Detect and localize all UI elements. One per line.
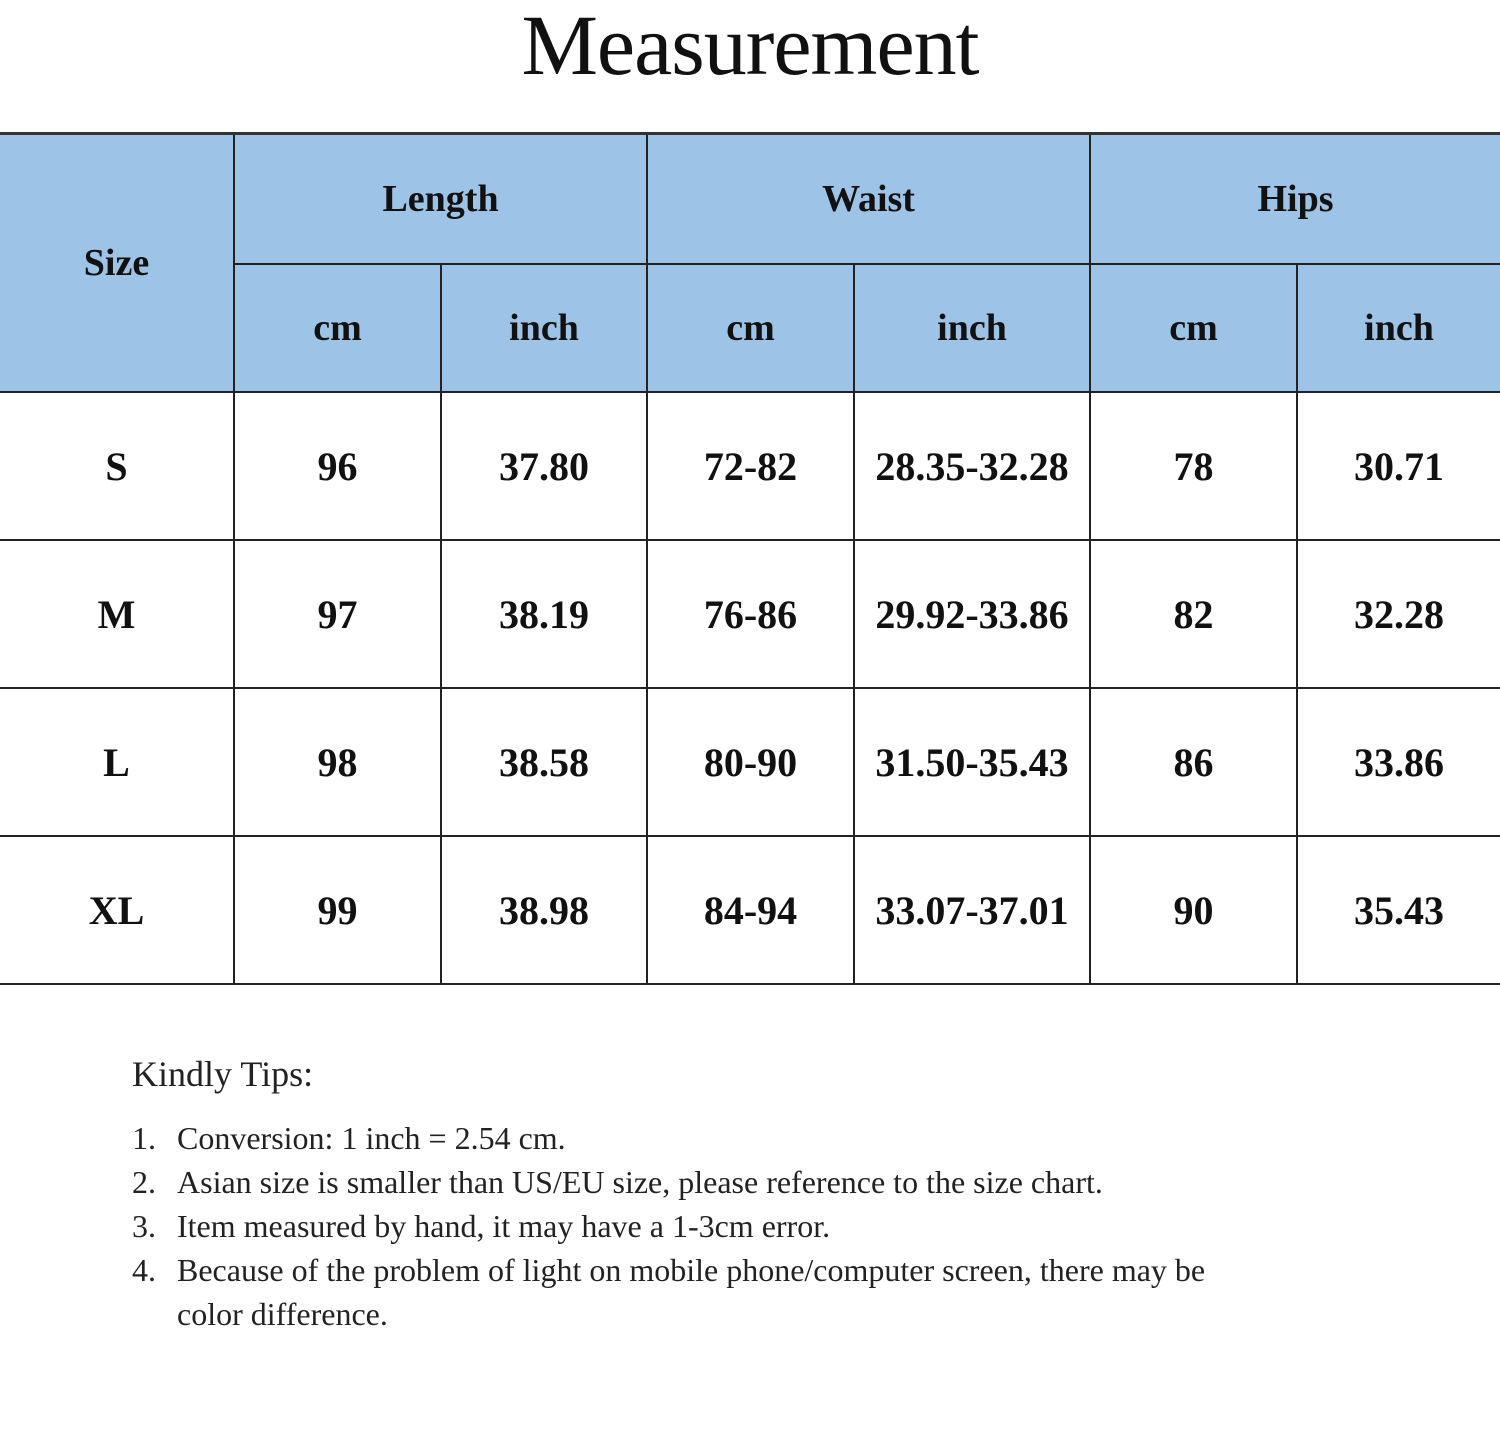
size-cell: S bbox=[0, 392, 234, 540]
waist-cm-header: cm bbox=[647, 264, 854, 392]
hips-group-header: Hips bbox=[1090, 134, 1500, 265]
tip-text: Conversion: 1 inch = 2.54 cm. bbox=[177, 1120, 566, 1156]
size-cell: XL bbox=[0, 836, 234, 984]
waist-cm-cell: 80-90 bbox=[647, 688, 854, 836]
waist-cm-cell: 76-86 bbox=[647, 540, 854, 688]
length-cm-cell: 96 bbox=[234, 392, 441, 540]
length-cm-cell: 99 bbox=[234, 836, 441, 984]
page-title: Measurement bbox=[521, 0, 979, 93]
length-cm-cell: 98 bbox=[234, 688, 441, 836]
hips-cm-header: cm bbox=[1090, 264, 1297, 392]
tips-heading: Kindly Tips: bbox=[132, 1054, 314, 1094]
size-cell: L bbox=[0, 688, 234, 836]
table-row bbox=[0, 688, 1500, 836]
list-item bbox=[132, 1116, 1232, 1160]
hips-cm-cell: 90 bbox=[1090, 836, 1297, 984]
tip-number: 2. bbox=[132, 1164, 156, 1200]
tip-text: Because of the problem of light on mobile phone/computer screen, there may be color difference. bbox=[177, 1252, 1206, 1332]
length-cm-cell: 97 bbox=[234, 540, 441, 688]
length-inch-cell: 37.80 bbox=[441, 392, 647, 540]
length-inch-header: inch bbox=[441, 264, 647, 392]
waist-group-header: Waist bbox=[647, 134, 1090, 265]
tips-list bbox=[132, 1116, 1232, 1336]
length-cm-header: cm bbox=[234, 264, 441, 392]
tip-text: Item measured by hand, it may have a 1-3cm error. bbox=[177, 1208, 831, 1244]
waist-inch-cell: 29.92-33.86 bbox=[854, 540, 1090, 688]
hips-inch-cell: 35.43 bbox=[1297, 836, 1500, 984]
waist-inch-cell: 28.35-32.28 bbox=[854, 392, 1090, 540]
hips-inch-cell: 32.28 bbox=[1297, 540, 1500, 688]
hips-cm-cell: 86 bbox=[1090, 688, 1297, 836]
length-inch-cell: 38.58 bbox=[441, 688, 647, 836]
table-row bbox=[0, 392, 1500, 540]
table-row bbox=[0, 836, 1500, 984]
hips-cm-cell: 82 bbox=[1090, 540, 1297, 688]
waist-inch-cell: 33.07-37.01 bbox=[854, 836, 1090, 984]
waist-inch-cell: 31.50-35.43 bbox=[854, 688, 1090, 836]
kindly-tips bbox=[132, 1052, 1232, 1336]
list-item bbox=[132, 1160, 1232, 1204]
hips-inch-cell: 30.71 bbox=[1297, 392, 1500, 540]
waist-cm-cell: 72-82 bbox=[647, 392, 854, 540]
tip-number: 3. bbox=[132, 1208, 156, 1244]
tip-number: 1. bbox=[132, 1120, 156, 1156]
size-chart-table bbox=[0, 132, 1500, 985]
list-item bbox=[132, 1248, 1232, 1336]
tip-text: Asian size is smaller than US/EU size, please reference to the size chart. bbox=[177, 1164, 1103, 1200]
waist-inch-header: inch bbox=[854, 264, 1090, 392]
size-cell: M bbox=[0, 540, 234, 688]
length-group-header: Length bbox=[234, 134, 647, 265]
length-inch-cell: 38.19 bbox=[441, 540, 647, 688]
table-row bbox=[0, 540, 1500, 688]
size-column-header: Size bbox=[0, 134, 234, 393]
tip-number: 4. bbox=[132, 1252, 156, 1288]
hips-inch-cell: 33.86 bbox=[1297, 688, 1500, 836]
hips-cm-cell: 78 bbox=[1090, 392, 1297, 540]
length-inch-cell: 38.98 bbox=[441, 836, 647, 984]
waist-cm-cell: 84-94 bbox=[647, 836, 854, 984]
list-item bbox=[132, 1204, 1232, 1248]
header-group-row bbox=[0, 134, 1500, 265]
hips-inch-header: inch bbox=[1297, 264, 1500, 392]
